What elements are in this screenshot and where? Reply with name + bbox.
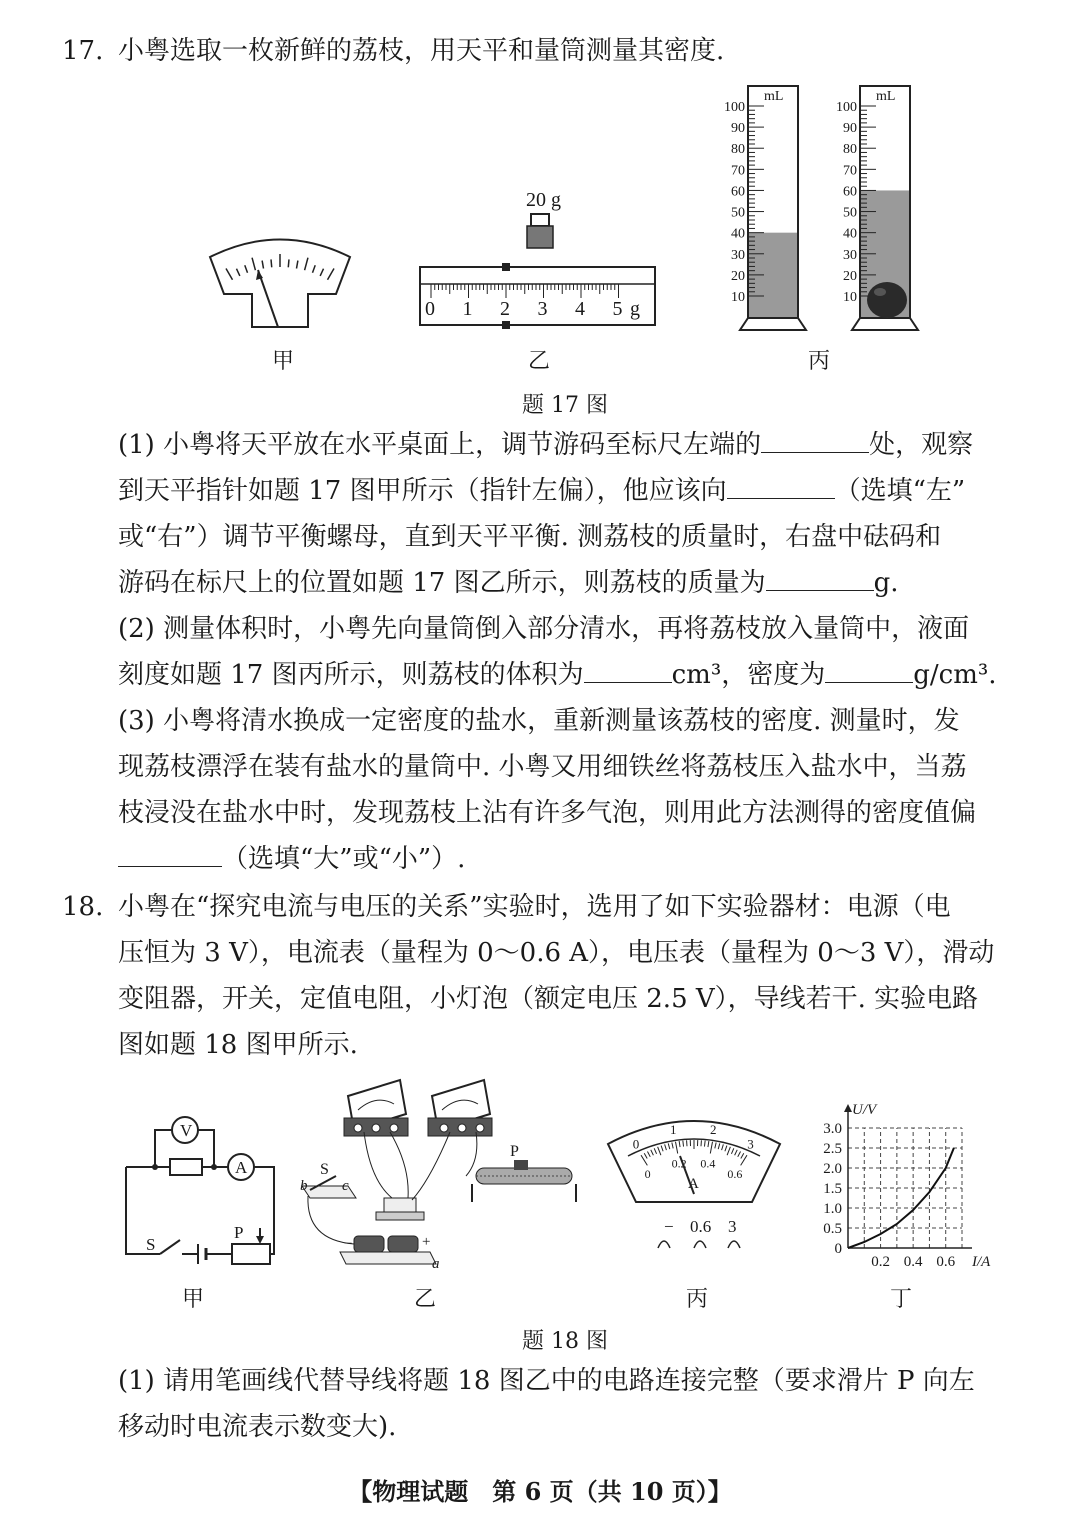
beam-scale [420, 189, 655, 329]
rider-bottom [502, 321, 510, 329]
real-s-label: S [320, 1161, 329, 1178]
q17-p3-line3: 枝浸没在盐水中时，发现荔枝上沾有许多气泡，则用此方法测得的密度值偏 [118, 798, 977, 828]
q17-p3-line1: (3) 小粤将清水换成一定密度的盐水，重新测量该荔枝的密度. 测量时，发 [118, 706, 960, 736]
beam-tick-label: 5 [612, 298, 623, 320]
node-b-label: b [300, 1178, 308, 1194]
a-label: A [235, 1158, 248, 1177]
blank-4[interactable] [584, 660, 672, 683]
q18-p1-line1: (1) 请用笔画线代替导线将题 18 图乙中的电路连接完整（要求滑片 P 向左 [118, 1366, 975, 1396]
beam-tick-label: 2 [500, 298, 510, 320]
amm-inner-label: 0.2 [671, 1156, 687, 1171]
blank-3[interactable] [766, 568, 874, 591]
y-tick-label: 3.0 [823, 1121, 842, 1137]
switch-blade [160, 1240, 180, 1254]
weight-label: 20 g [526, 189, 561, 211]
rider-top [502, 263, 510, 271]
q17-stem: 小粤选取一枚新鲜的荔枝，用天平和量筒测量其密度. [118, 36, 725, 66]
amm-outer-label: 3 [747, 1136, 754, 1152]
scale-unit: g [630, 298, 640, 320]
fig18 [110, 1070, 1010, 1280]
cylinder-tick-label: 90 [843, 121, 857, 137]
fig17-caption: 题 17 图 [522, 393, 608, 418]
q18-line3: 变阻器，开关，定值电阻，小灯泡（额定电压 2.5 V），导线若干. 实验电路 [118, 984, 979, 1014]
minus-label: − [344, 1236, 353, 1252]
x-tick-label: 0.4 [903, 1254, 923, 1270]
cylinder-tick-label: 10 [731, 290, 745, 305]
y-tick-label: 2.5 [823, 1141, 842, 1157]
cylinder-base [852, 318, 918, 330]
cylinder-tick-label: 10 [843, 290, 857, 305]
amm-outer-label: 2 [709, 1121, 717, 1137]
terminal-minus: − [664, 1217, 674, 1236]
fig18-label-d: 丁 [890, 1287, 913, 1312]
blank-6[interactable] [118, 844, 222, 867]
balance-dial [210, 240, 350, 328]
y-tick-label: 0 [834, 1241, 842, 1257]
y-tick-label: 0.5 [823, 1221, 842, 1237]
amm-tick [704, 1141, 705, 1147]
cylinder-tick-label: 60 [731, 184, 745, 200]
y-tick-label: 1.5 [823, 1181, 842, 1197]
cylinder-tick-label: 50 [731, 205, 745, 221]
q18-p1-line2: 移动时电流表示数变大). [118, 1412, 397, 1442]
s-label: S [146, 1235, 156, 1254]
litchi [867, 282, 907, 318]
cylinder-tick-label: 40 [731, 226, 745, 242]
blank-2[interactable] [727, 476, 835, 499]
fig17 [190, 72, 940, 382]
blank-5[interactable] [825, 660, 913, 683]
q17-p1-line4: 游码在标尺上的位置如题 17 图乙所示，则荔枝的质量为 g. [118, 568, 899, 598]
terminal-3: 3 [728, 1217, 737, 1236]
y-arrow [844, 1104, 852, 1112]
real-p-label: P [510, 1143, 519, 1160]
fig18-label-b: 乙 [414, 1287, 437, 1312]
cylinder-tick-label: 80 [843, 142, 857, 158]
amm-outer-label: 0 [632, 1136, 640, 1152]
cylinder-tick-label: 40 [843, 226, 857, 242]
blank-1[interactable] [761, 430, 869, 453]
dial-tick [288, 259, 289, 267]
cylinder-tick-label: 70 [843, 163, 857, 179]
resistor [170, 1159, 202, 1175]
cylinder-tick-label: 30 [843, 247, 857, 263]
fig18-caption: 题 18 图 [522, 1329, 608, 1354]
amm-unit: A [688, 1176, 699, 1192]
fig18-label-a: 甲 [182, 1287, 205, 1312]
beam-tick-label: 4 [575, 298, 585, 320]
cylinder-tick-label: 100 [724, 100, 745, 115]
q18-number: 18. [62, 892, 104, 922]
cylinder-tick-label: 20 [731, 268, 745, 284]
cylinder-tick-label: 60 [843, 184, 857, 200]
fig17-label-a: 甲 [272, 349, 295, 374]
terminal-06: 0.6 [690, 1217, 712, 1236]
amm-inner-label: 0.4 [700, 1156, 716, 1171]
q17-p1-line2: 到天平指针如题 17 图甲所示（指针左偏），他应该向 （选填“左” [118, 476, 966, 506]
x-axis-label: I/A [972, 1254, 991, 1270]
q17-p2-line1: (2) 测量体积时，小粤先向量筒倒入部分清水，再将荔枝放入量筒中，液面 [118, 614, 970, 644]
weight-block [527, 226, 553, 248]
amm-inner-label: 0.6 [727, 1166, 743, 1181]
q17-p3-line4: （选填“大”或“小”）. [118, 844, 465, 874]
cylinder-tick-label: 50 [843, 205, 857, 221]
beam-tick-label: 3 [537, 298, 548, 320]
dial-tick [271, 259, 272, 267]
beam-tick-label: 1 [462, 298, 473, 320]
cylinder-unit: mL [876, 89, 896, 104]
v-label: V [180, 1121, 193, 1140]
cylinder-unit: mL [764, 89, 784, 104]
x-tick-label: 0.6 [936, 1254, 956, 1270]
y-tick-label: 2.0 [823, 1161, 842, 1177]
cylinder-tick-label: 30 [731, 247, 745, 263]
node-c-label: c [342, 1178, 349, 1194]
amm-outer-label: 1 [670, 1121, 677, 1137]
y-axis-label: U/V [852, 1102, 877, 1118]
q18-line4: 图如题 18 图甲所示. [118, 1030, 358, 1060]
cylinder-tick-label: 80 [731, 142, 745, 158]
fig18-label-c: 丙 [686, 1287, 709, 1312]
amm-tick [683, 1141, 684, 1147]
plus-label: + [422, 1234, 431, 1250]
cylinder-tick-label: 20 [843, 268, 857, 284]
ui-graph [823, 1102, 991, 1270]
cylinder-base [740, 318, 806, 330]
q17-number: 17. [62, 36, 104, 66]
q17-p1-line3: 或“右”）调节平衡螺母，直到天平平衡. 测荔枝的质量时，右盘中砝码和 [118, 522, 942, 552]
fig17-label-c: 丙 [808, 349, 831, 374]
q17-p1-line1: (1) 小粤将天平放在水平桌面上，调节游码至标尺左端的 处，观察 [118, 430, 974, 460]
x-tick-label: 0.2 [871, 1254, 890, 1270]
y-tick-label: 1.0 [823, 1201, 842, 1217]
q17-p3-line2: 现荔枝漂浮在装有盐水的量筒中. 小粤又用细铁丝将荔枝压入盐水中，当荔 [118, 752, 967, 782]
cylinder-1 [724, 86, 806, 330]
cylinder-tick-label: 100 [836, 100, 857, 115]
fig17-label-b: 乙 [528, 349, 551, 374]
cylinder-tick-label: 70 [731, 163, 745, 179]
beam-tick-label: 0 [425, 298, 435, 320]
q18-line2: 压恒为 3 V），电流表（量程为 0～0.6 A），电压表（量程为 0～3 V），滑动 [118, 938, 995, 968]
page-footer: 【物理试题 第 6 页（共 10 页）】 [348, 1477, 732, 1506]
q18-line1: 小粤在“探究电流与电压的关系”实验时，选用了如下实验器材：电源（电 [118, 892, 951, 922]
amm-inner-label: 0 [644, 1166, 651, 1181]
cylinder-tick-label: 90 [731, 121, 745, 137]
p-label: P [234, 1223, 244, 1242]
q17-p2-line2: 刻度如题 17 图丙所示，则荔枝的体积为 cm³，密度为 g/cm³. [118, 660, 997, 690]
node-a-label: a [432, 1256, 440, 1272]
